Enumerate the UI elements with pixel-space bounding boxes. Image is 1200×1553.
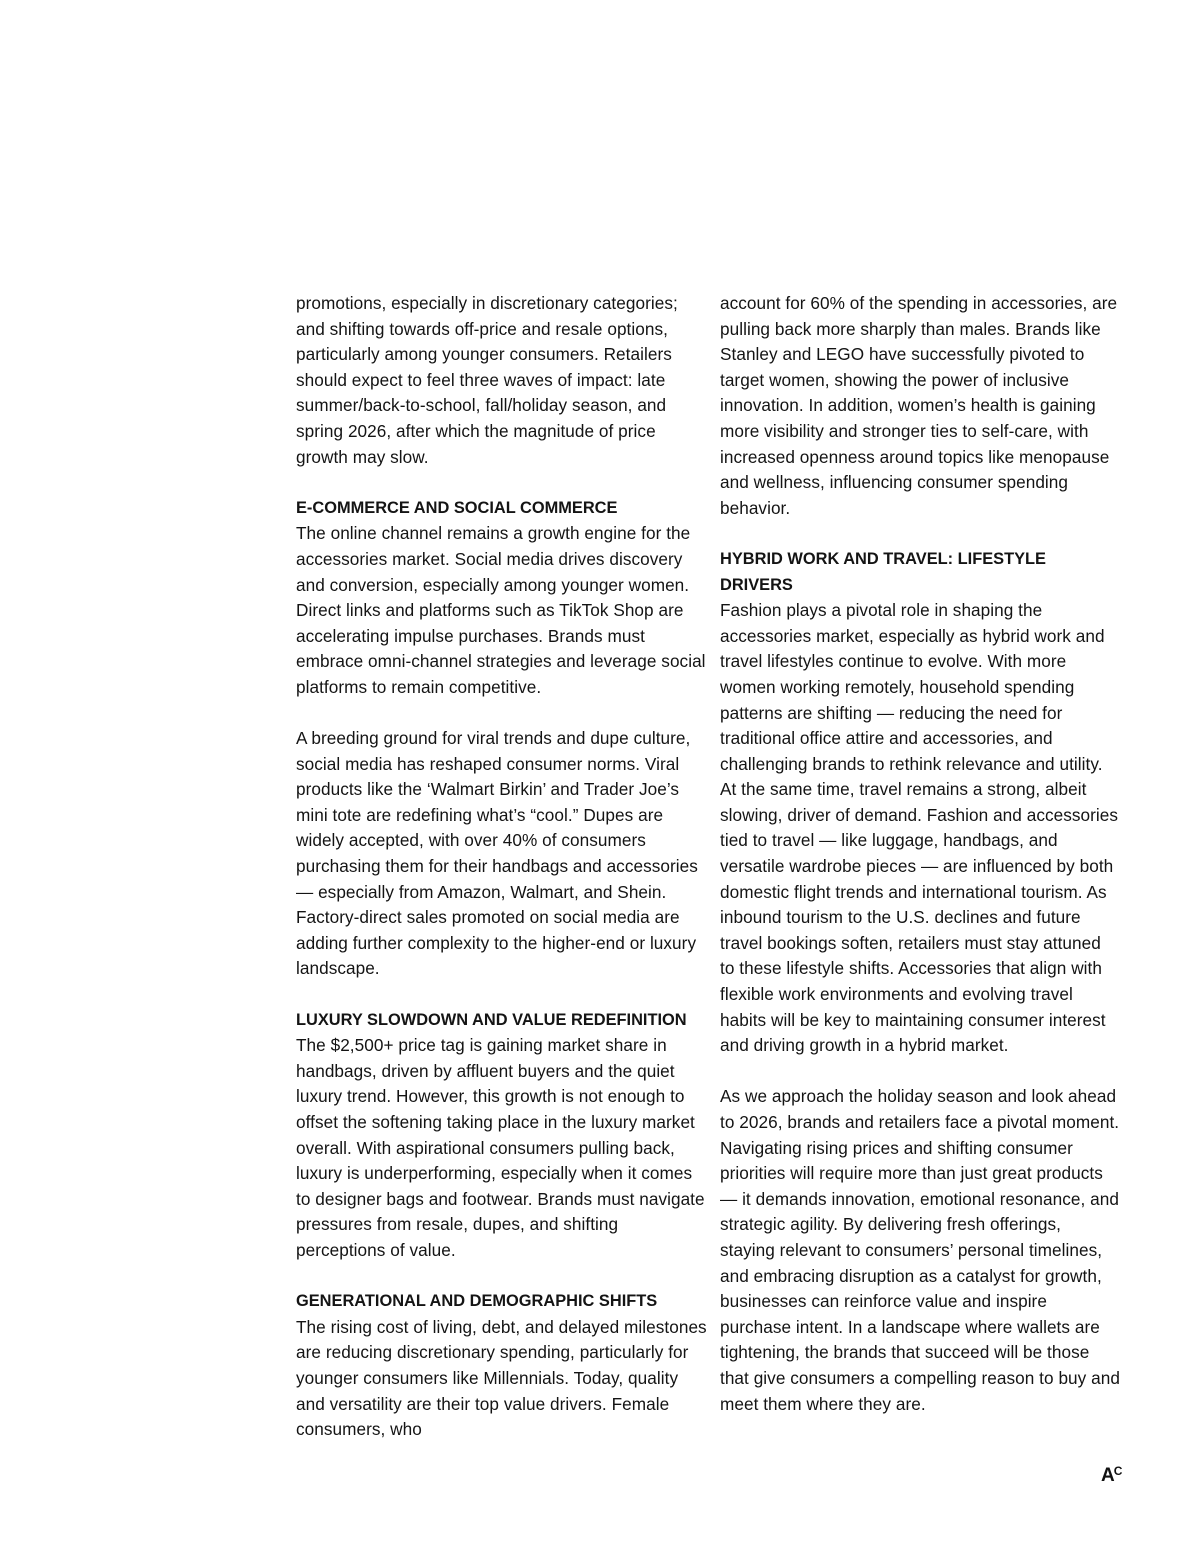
luxury-paragraph: The $2,500+ price tag is gaining market share in handbags, driven by affluent buyers and the quiet luxury trend. However, this growth is not enough to offset the softening taking place in the luxury market overall. With aspirational consumers pulling back, luxury is underperforming, especially when it comes to designer bags and footwear. Brands must navigate pressures from resale, dupes, and shifting perceptions of value. bbox=[296, 1035, 705, 1260]
generational-paragraph: The rising cost of living, debt, and delayed milestones are reducing discretionary spending, particularly for younger consumers like Millennials. Today, quality and versatility are their top value drivers. Female consumers, who bbox=[296, 1316, 707, 1440]
continued-paragraph: account for 60% of the spending in accessories, are pulling back more sharply than males. Brands like Stanley and LEGO have successfully pivoted to target women, showing the power of inclusive innovation. In addition, women’s health is gaining more visibility and stronger ties to self-care, with increased openness around topics like menopause and wellness, influencing consumer spending behavior. bbox=[720, 293, 1118, 518]
right-column bbox=[720, 291, 1120, 1417]
logo-letter: A bbox=[1101, 1465, 1114, 1486]
generational-heading: GENERATIONAL AND DEMOGRAPHIC SHIFTS bbox=[296, 1292, 658, 1311]
intro-paragraph: promotions, especially in discretionary categories; and shifting towards off-price and resale options, particularly among younger consumers. Retailers should expect to feel three waves of impact: late summer/back-to-school, fall/holiday season, and spring 2026, after which the magnitude of price growth may slow. bbox=[296, 293, 678, 467]
hybrid-section bbox=[720, 547, 1120, 1059]
ecommerce-paragraph-2: A breeding ground for viral trends and dupe culture, social media has reshaped consumer norms. Viral products like the ‘Walmart Birkin’ and Trader Joe’s mini tote are redefining what’s “cool.” Dupes are widely accepted, with over 40% of consumers purchasing them for their handbags and accessories — especially from Amazon, Walmart, and Shein. Factory-direct sales promoted on social media are adding further complexity to the higher-end or luxury landscape. bbox=[296, 728, 698, 979]
publisher-logo bbox=[1101, 1460, 1121, 1487]
left-column bbox=[296, 291, 708, 1443]
generational-section bbox=[296, 1289, 708, 1443]
ecommerce-section bbox=[296, 496, 708, 982]
ecommerce-paragraph-1: The online channel remains a growth engine for the accessories market. Social media drives discovery and conversion, especially among younger women. Direct links and platforms such as TikTok Shop are accelerating impulse purchases. Brands must embrace omni-channel strategies and leverage social platforms to remain competitive. bbox=[296, 523, 706, 697]
luxury-heading: LUXURY SLOWDOWN AND VALUE REDEFINITION bbox=[296, 1010, 687, 1029]
logo-superscript: C bbox=[1113, 1464, 1122, 1478]
hybrid-heading: HYBRID WORK AND TRAVEL: LIFESTYLE DRIVERS bbox=[720, 549, 1046, 594]
hybrid-paragraph: Fashion plays a pivotal role in shaping the accessories market, especially as hybrid work and travel lifestyles continue to evolve. With more women working remotely, household spending patterns are shifting — reducing the need for traditional office attire and accessories, and challenging brands to rethink relevance and utility. At the same time, travel remains a strong, albeit slowing, driver of demand. Fashion and accessories tied to travel — like luggage, handbags, and versatile wardrobe pieces — are influenced by both domestic flight trends and international tourism. As inbound tourism to the U.S. declines and future travel bookings soften, retailers must stay attuned to these lifestyle shifts. Accessories that align with flexible work environments and evolving travel habits will be key to maintaining consumer interest and driving growth in a hybrid market. bbox=[720, 600, 1119, 1056]
ecommerce-heading: E-COMMERCE AND SOCIAL COMMERCE bbox=[296, 498, 618, 517]
closing-paragraph: As we approach the holiday season and look ahead to 2026, brands and retailers face a pivotal moment. Navigating rising prices and shifting consumer priorities will require more than just great products — it demands innovation, emotional resonance, and strategic agility. By delivering fresh offerings, staying relevant to consumers’ personal timelines, and embracing disruption as a catalyst for growth, businesses can reinforce value and inspire purchase intent. In a landscape where wallets are tightening, the brands that succeed will be those that give consumers a compelling reason to buy and meet them where they are. bbox=[720, 1086, 1120, 1414]
luxury-section bbox=[296, 1008, 708, 1264]
closing-section bbox=[720, 1084, 1120, 1417]
intro-section bbox=[296, 291, 708, 470]
continued-section bbox=[720, 291, 1120, 521]
